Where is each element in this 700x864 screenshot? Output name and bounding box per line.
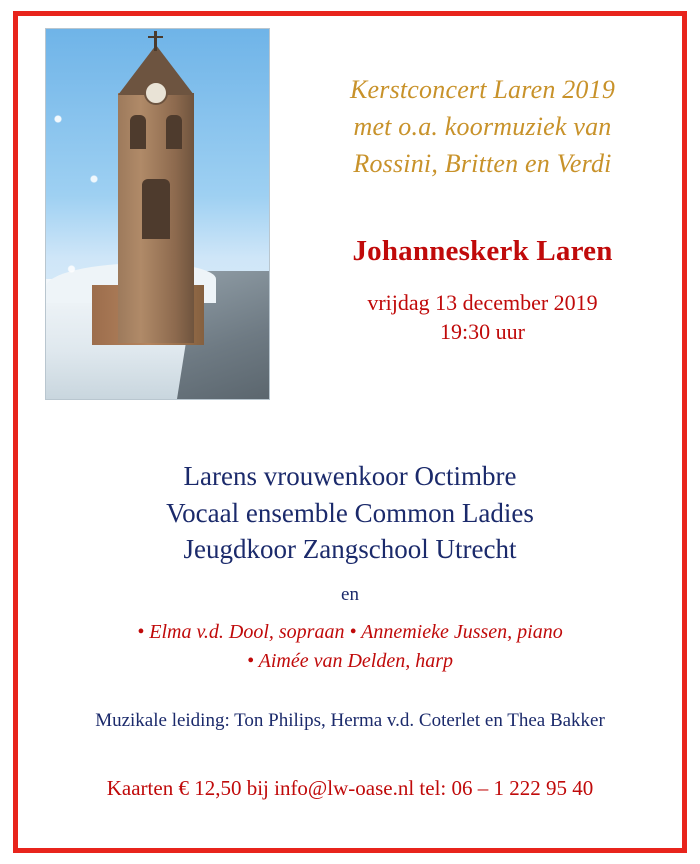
tower-window bbox=[130, 115, 146, 149]
tower-clock-icon bbox=[144, 81, 168, 105]
venue-name: Johanneskerk Laren bbox=[352, 234, 613, 267]
photo-container bbox=[18, 28, 271, 400]
date-time-block bbox=[289, 288, 676, 347]
ensemble-item: Vocaal ensemble Common Ladies bbox=[166, 497, 534, 528]
conjunction-label: en bbox=[341, 584, 359, 606]
spire-cross-icon bbox=[148, 36, 163, 38]
event-time: 19:30 uur bbox=[440, 319, 525, 345]
ticket-info: Kaarten € 12,50 bij info@lw-oase.nl tel: 06 – 1 222 95 40 bbox=[106, 776, 594, 801]
title-line-2: met o.a. koormuziek van bbox=[353, 111, 612, 141]
tower-window bbox=[142, 179, 170, 239]
soloists-list bbox=[18, 618, 682, 676]
poster-content bbox=[18, 16, 682, 848]
title-line-3: Rossini, Britten en Verdi bbox=[353, 148, 612, 178]
church-tower-photo bbox=[45, 28, 270, 400]
title-line-1: Kerstconcert Laren 2019 bbox=[349, 75, 616, 104]
tower-window bbox=[166, 115, 182, 149]
ensembles-list bbox=[18, 458, 682, 568]
soloists-line: • Elma v.d. Dool, sopraan • Annemieke Jussen, piano bbox=[137, 621, 563, 644]
heading-block bbox=[271, 28, 682, 347]
spire bbox=[154, 31, 157, 51]
snowy-tree bbox=[45, 59, 130, 359]
ensemble-item: Larens vrouwenkoor Octimbre bbox=[183, 461, 517, 491]
soloists-line: • Aimée van Delden, harp bbox=[246, 650, 454, 673]
poster-title bbox=[289, 72, 676, 183]
ensemble-item: Jeugdkoor Zangschool Utrecht bbox=[183, 534, 517, 565]
conductors-line: Muzikale leiding: Ton Philips, Herma v.d. Coterlet en Thea Bakker bbox=[95, 710, 605, 732]
top-section bbox=[18, 16, 682, 400]
event-date: vrijdag 13 december 2019 bbox=[367, 289, 598, 315]
